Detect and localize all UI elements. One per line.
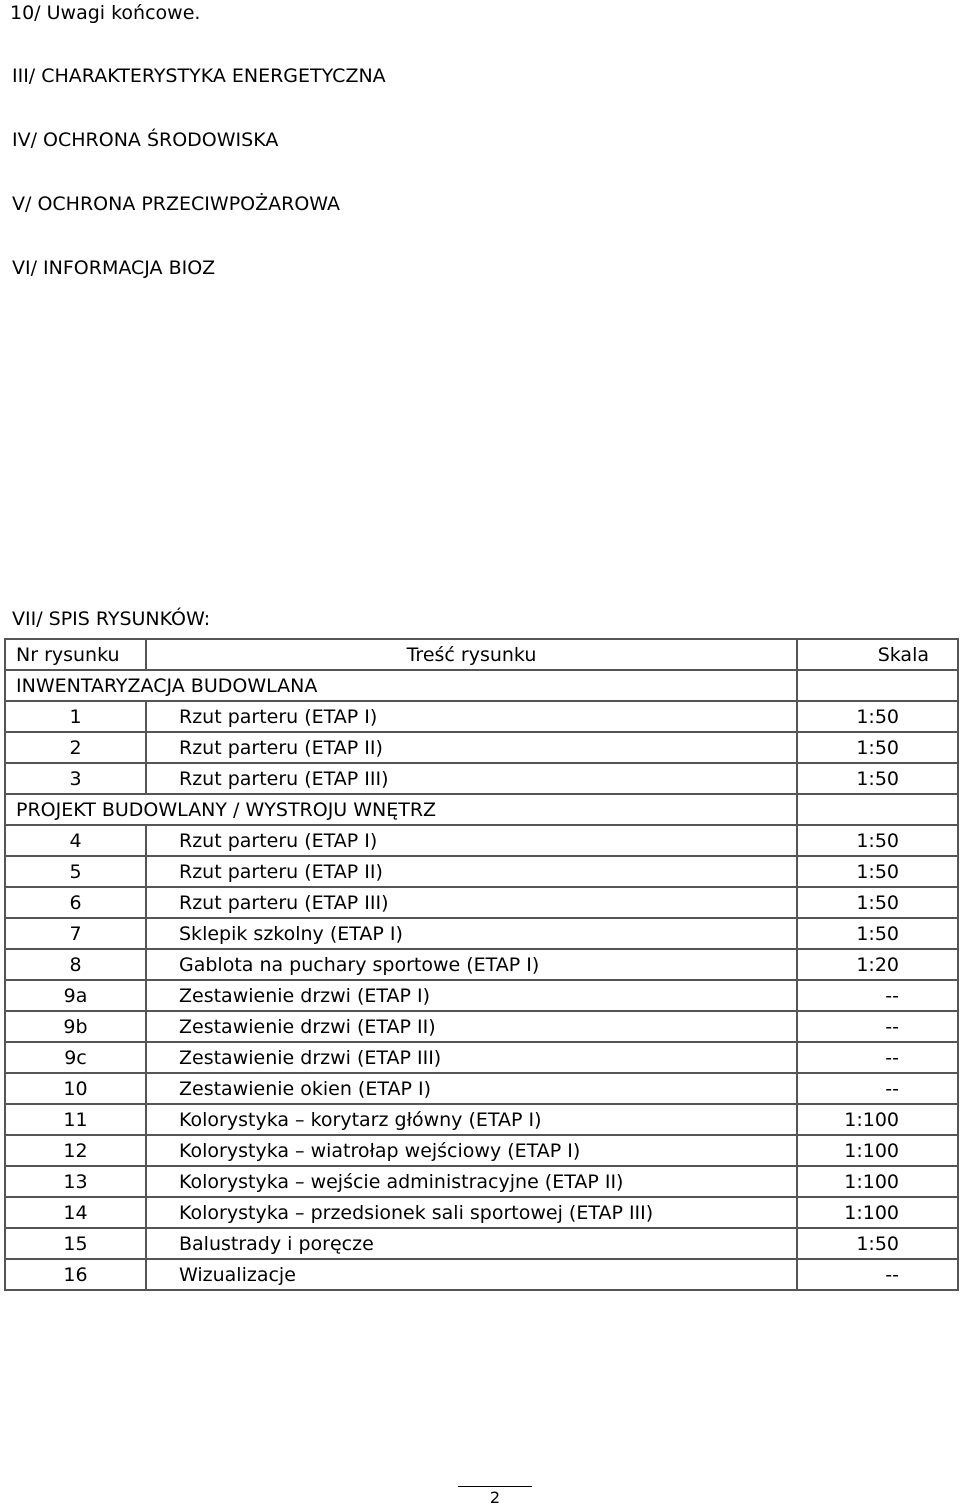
cell-skala: 1:50 <box>797 918 958 949</box>
header-nr: Nr rysunku <box>5 639 146 670</box>
cell-tresc: Rzut parteru (ETAP III) <box>146 763 797 794</box>
cell-nr: 12 <box>5 1135 146 1166</box>
cell-nr: 16 <box>5 1259 146 1290</box>
cell-nr: 8 <box>5 949 146 980</box>
group-empty-cell <box>797 670 958 701</box>
table-row <box>5 980 958 1011</box>
cell-skala: 1:50 <box>797 732 958 763</box>
heading-charakterystyka: III/ CHARAKTERYSTYKA ENERGETYCZNA <box>12 65 386 87</box>
cell-nr: 9a <box>5 980 146 1011</box>
group-row <box>5 794 958 825</box>
header-tresc: Treść rysunku <box>146 639 797 670</box>
header-skala: Skala <box>797 639 958 670</box>
table-row <box>5 918 958 949</box>
cell-nr: 3 <box>5 763 146 794</box>
cell-tresc: Rzut parteru (ETAP II) <box>146 856 797 887</box>
cell-nr: 10 <box>5 1073 146 1104</box>
table-row <box>5 949 958 980</box>
cell-tresc: Kolorystyka – korytarz główny (ETAP I) <box>146 1104 797 1135</box>
cell-tresc: Zestawienie drzwi (ETAP II) <box>146 1011 797 1042</box>
cell-skala: 1:20 <box>797 949 958 980</box>
cell-skala: 1:50 <box>797 1228 958 1259</box>
table-row <box>5 1042 958 1073</box>
cell-skala: 1:50 <box>797 856 958 887</box>
heading-ochrona-srodowiska: IV/ OCHRONA ŚRODOWISKA <box>12 129 279 151</box>
table-header-row <box>5 639 958 670</box>
cell-tresc: Gablota na puchary sportowe (ETAP I) <box>146 949 797 980</box>
cell-nr: 11 <box>5 1104 146 1135</box>
group-empty-cell <box>797 794 958 825</box>
cell-skala: 1:100 <box>797 1135 958 1166</box>
cell-nr: 13 <box>5 1166 146 1197</box>
table-row <box>5 1166 958 1197</box>
cell-tresc: Zestawienie drzwi (ETAP III) <box>146 1042 797 1073</box>
cell-nr: 9b <box>5 1011 146 1042</box>
cell-skala: 1:50 <box>797 887 958 918</box>
cell-skala: 1:50 <box>797 763 958 794</box>
cell-nr: 1 <box>5 701 146 732</box>
group-title: PROJEKT BUDOWLANY / WYSTROJU WNĘTRZ <box>5 794 797 825</box>
cell-tresc: Zestawienie drzwi (ETAP I) <box>146 980 797 1011</box>
cell-nr: 9c <box>5 1042 146 1073</box>
heading-informacja-bioz: VI/ INFORMACJA BIOZ <box>12 257 216 279</box>
page-number-rule <box>458 1486 532 1487</box>
cell-skala: -- <box>797 980 958 1011</box>
table-row <box>5 1259 958 1290</box>
cell-skala: 1:50 <box>797 825 958 856</box>
cell-tresc: Kolorystyka – wiatrołap wejściowy (ETAP I) <box>146 1135 797 1166</box>
heading-spis-rysunkow: VII/ SPIS RYSUNKÓW: <box>12 608 211 630</box>
table-row <box>5 856 958 887</box>
uwagi-koncowe-line: 10/ Uwagi końcowe. <box>10 2 201 24</box>
cell-skala: -- <box>797 1011 958 1042</box>
cell-tresc: Sklepik szkolny (ETAP I) <box>146 918 797 949</box>
cell-tresc: Wizualizacje <box>146 1259 797 1290</box>
table-row <box>5 887 958 918</box>
table-row <box>5 825 958 856</box>
cell-nr: 5 <box>5 856 146 887</box>
cell-nr: 6 <box>5 887 146 918</box>
cell-nr: 7 <box>5 918 146 949</box>
cell-tresc: Kolorystyka – wejście administracyjne (ETAP II) <box>146 1166 797 1197</box>
cell-tresc: Rzut parteru (ETAP II) <box>146 732 797 763</box>
cell-skala: 1:100 <box>797 1197 958 1228</box>
table-row <box>5 1073 958 1104</box>
table-row <box>5 732 958 763</box>
drawings-table <box>4 638 959 1291</box>
cell-skala: 1:100 <box>797 1166 958 1197</box>
group-title: INWENTARYZACJA BUDOWLANA <box>5 670 797 701</box>
table-row <box>5 701 958 732</box>
table-row <box>5 1197 958 1228</box>
cell-nr: 14 <box>5 1197 146 1228</box>
cell-skala: -- <box>797 1073 958 1104</box>
heading-ochrona-ppoz: V/ OCHRONA PRZECIWPOŻAROWA <box>12 193 341 215</box>
cell-skala: -- <box>797 1259 958 1290</box>
table-row <box>5 763 958 794</box>
cell-tresc: Rzut parteru (ETAP I) <box>146 701 797 732</box>
cell-tresc: Rzut parteru (ETAP I) <box>146 825 797 856</box>
table-row <box>5 1011 958 1042</box>
cell-nr: 15 <box>5 1228 146 1259</box>
cell-skala: -- <box>797 1042 958 1073</box>
cell-skala: 1:50 <box>797 701 958 732</box>
cell-nr: 2 <box>5 732 146 763</box>
group-row <box>5 670 958 701</box>
table-row <box>5 1104 958 1135</box>
page-number: 2 <box>489 1488 501 1507</box>
table-row <box>5 1228 958 1259</box>
table-row <box>5 1135 958 1166</box>
cell-tresc: Kolorystyka – przedsionek sali sportowej (ETAP III) <box>146 1197 797 1228</box>
cell-tresc: Balustrady i poręcze <box>146 1228 797 1259</box>
cell-tresc: Zestawienie okien (ETAP I) <box>146 1073 797 1104</box>
cell-nr: 4 <box>5 825 146 856</box>
cell-skala: 1:100 <box>797 1104 958 1135</box>
cell-tresc: Rzut parteru (ETAP III) <box>146 887 797 918</box>
